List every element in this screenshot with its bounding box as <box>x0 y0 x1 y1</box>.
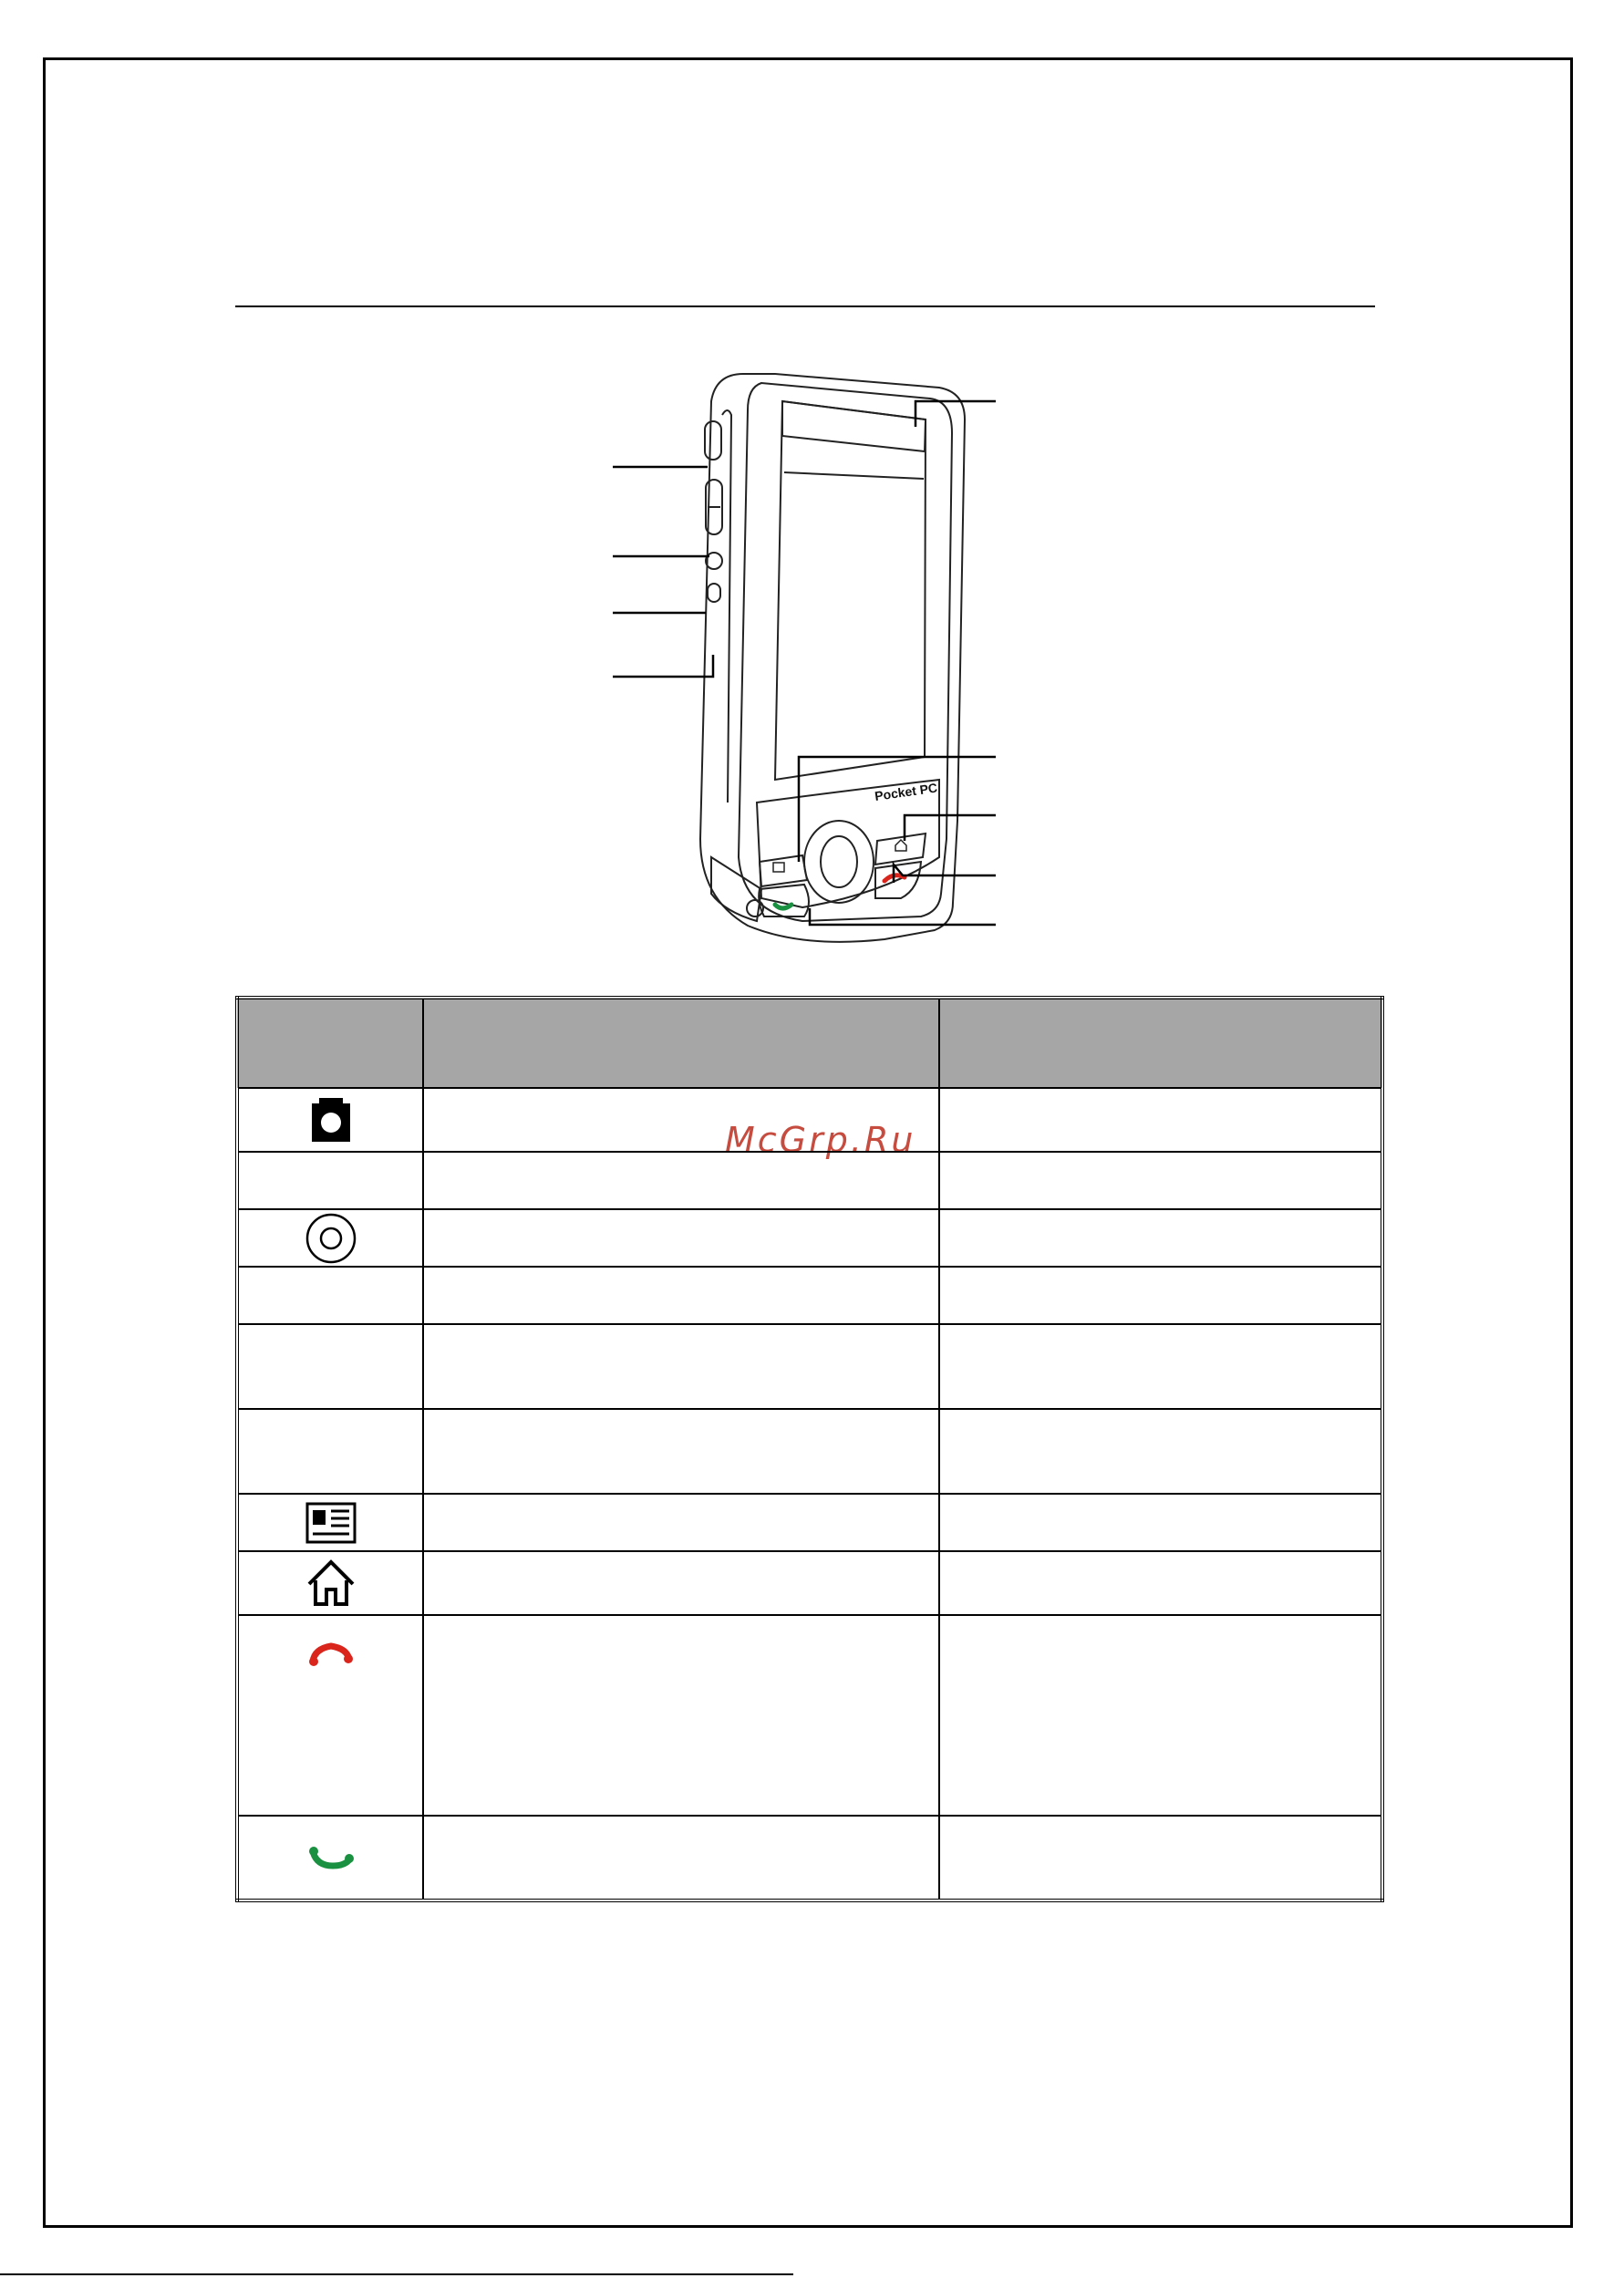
table-cell <box>423 1267 939 1324</box>
footer-rule <box>0 2273 793 2275</box>
table-cell <box>939 1209 1382 1267</box>
send-call-icon <box>237 1816 423 1900</box>
table-cell <box>423 1324 939 1409</box>
table-row <box>237 1409 1382 1494</box>
table-cell <box>423 1816 939 1900</box>
table-cell <box>423 1152 939 1209</box>
table-cell <box>939 1324 1382 1409</box>
table-row <box>237 1494 1382 1551</box>
table-cell <box>939 1152 1382 1209</box>
table-cell <box>939 1267 1382 1324</box>
device-brand-label: Pocket PC <box>874 780 938 803</box>
table-row <box>237 1267 1382 1324</box>
home-icon <box>237 1551 423 1615</box>
table-cell <box>237 1267 423 1324</box>
table-cell <box>423 1551 939 1615</box>
header-icon <box>237 998 423 1088</box>
end-call-icon <box>237 1615 423 1816</box>
button-function-table <box>235 996 1384 1902</box>
pocket-pc-device-illustration <box>611 365 1012 948</box>
header-function <box>939 998 1382 1088</box>
table-row <box>237 1152 1382 1209</box>
table-cell <box>423 1209 939 1267</box>
table-cell <box>237 1409 423 1494</box>
table-cell <box>423 1088 939 1152</box>
table-cell <box>939 1088 1382 1152</box>
table-cell <box>423 1615 939 1816</box>
table-cell <box>423 1494 939 1551</box>
table-cell <box>237 1152 423 1209</box>
table-header-row <box>237 998 1382 1088</box>
camera-icon <box>237 1088 423 1152</box>
table-cell <box>939 1409 1382 1494</box>
table-cell <box>939 1494 1382 1551</box>
contacts-card-icon <box>237 1494 423 1551</box>
header-description <box>423 998 939 1088</box>
table-row <box>237 1816 1382 1900</box>
table-row <box>237 1615 1382 1816</box>
table-row <box>237 1088 1382 1152</box>
table-cell <box>939 1615 1382 1816</box>
watermark-text: McGrp.Ru <box>725 1120 916 1160</box>
record-circle-icon <box>237 1209 423 1267</box>
table-cell <box>939 1551 1382 1615</box>
table-row <box>237 1324 1382 1409</box>
table-cell <box>237 1324 423 1409</box>
header-rule <box>235 305 1375 307</box>
table-row <box>237 1209 1382 1267</box>
table-cell <box>423 1409 939 1494</box>
table-cell <box>939 1816 1382 1900</box>
table-row <box>237 1551 1382 1615</box>
